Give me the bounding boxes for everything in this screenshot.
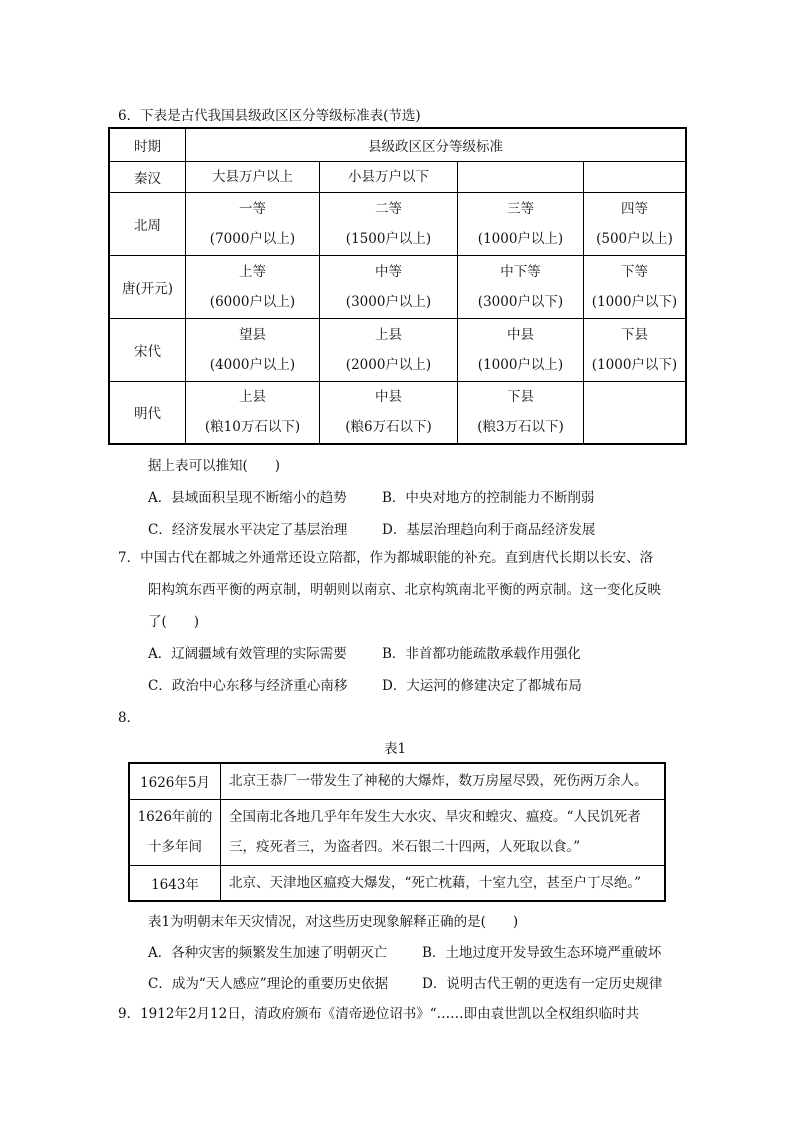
grade-cell: 上县 (粮10万石以下) xyxy=(186,381,320,444)
year-cell: 1643年 xyxy=(129,865,221,901)
q7-stem-line-1: 7．中国古代在都城之外通常还设立陪都，作为都城职能的补充。直到唐代长期以长安、洛 xyxy=(118,550,654,566)
table-row xyxy=(109,381,686,444)
grade-cell: 下县 (1000户以下) xyxy=(584,318,687,381)
table-row xyxy=(109,161,686,192)
grade-cell: 四等 (500户以上) xyxy=(584,192,687,255)
event-cell: 北京、天津地区瘟疫大爆发，“死亡枕藉，十室九空，甚至户丁尽绝。” xyxy=(221,865,666,901)
q9-stem-line-1: 9．1912年2月12日，清政府颁布《清帝逊位诏书》“……即由袁世凯以全权组织临时共 xyxy=(118,1006,640,1022)
q7-option-a: A．辽阔疆域有效管理的实际需要 xyxy=(148,646,347,662)
grade-cell: 三等 (1000户以上) xyxy=(458,192,584,255)
table-row xyxy=(109,318,686,381)
q6-option-a: A．县域面积呈现不断缩小的趋势 xyxy=(148,490,347,506)
table-row xyxy=(109,255,686,318)
grade-cell: 中县 (粮6万石以下) xyxy=(320,381,458,444)
q8-disaster-table xyxy=(128,762,666,902)
event-cell: 全国南北各地几乎年年发生大水灾、旱灾和蝗灾、瘟疫。“人民饥死者 三，疫死者三，为盗者四。米石银二十四两，人死取以食。” xyxy=(221,799,666,865)
q8-number: 8． xyxy=(118,710,141,726)
q6-option-b: B．中央对地方的控制能力不断削弱 xyxy=(382,490,595,506)
table-row xyxy=(129,763,665,799)
table-row xyxy=(129,799,665,865)
period-cell: 唐(开元) xyxy=(109,255,186,318)
period-cell: 宋代 xyxy=(109,318,186,381)
q6-prompt: 据上表可以推知( ) xyxy=(148,458,281,474)
q8-table-title: 表1 xyxy=(384,741,407,757)
q7-option-b: B．非首都功能疏散承载作用强化 xyxy=(382,646,581,662)
q7-option-c: C．政治中心东移与经济重心南移 xyxy=(148,678,348,694)
grade-cell: 小县万户以下 xyxy=(320,161,458,192)
table-row xyxy=(129,865,665,901)
grade-cell: 下等 (1000户以下) xyxy=(584,255,687,318)
q8-option-a: A．各种灾害的频繁发生加速了明朝灭亡 xyxy=(148,945,388,961)
grade-cell: 中县 (1000户以上) xyxy=(458,318,584,381)
table-row xyxy=(109,192,686,255)
q8-option-d: D．说明古代王朝的更迭有一定历史规律 xyxy=(422,976,663,992)
grade-cell: 中等 (3000户以上) xyxy=(320,255,458,318)
table-header-row xyxy=(109,128,686,161)
grade-cell: 大县万户以上 xyxy=(186,161,320,192)
q7-stem-line-3: 了( ) xyxy=(148,614,200,630)
q8-option-b: B．土地过度开发导致生态环境严重破坏 xyxy=(422,945,662,961)
year-cell: 1626年前的 十多年间 xyxy=(129,799,221,865)
year-cell: 1626年5月 xyxy=(129,763,221,799)
grade-cell: 二等 (1500户以上) xyxy=(320,192,458,255)
q7-stem-line-2: 阳构筑东西平衡的两京制，明朝则以南京、北京构筑南北平衡的两京制。这一变化反映 xyxy=(148,582,661,598)
grade-cell: 中下等 (3000户以下) xyxy=(458,255,584,318)
q6-option-d: D．基层治理趋向利于商品经济发展 xyxy=(382,522,596,538)
event-cell: 北京王恭厂一带发生了神秘的大爆炸，数万房屋尽毁，死伤两万余人。 xyxy=(221,763,666,799)
q6-county-grade-table xyxy=(108,127,687,445)
q6-stem: 6．下表是古代我国县级政区区分等级标准表(节选) xyxy=(118,108,421,124)
header-period: 时期 xyxy=(109,128,186,161)
grade-cell xyxy=(584,161,687,192)
grade-cell xyxy=(458,161,584,192)
q7-option-d: D．大运河的修建决定了都城布局 xyxy=(382,678,582,694)
grade-cell: 望县 (4000户以上) xyxy=(186,318,320,381)
period-cell: 秦汉 xyxy=(109,161,186,192)
grade-cell: 上等 (6000户以上) xyxy=(186,255,320,318)
grade-cell: 下县 (粮3万石以下) xyxy=(458,381,584,444)
header-standard: 县级政区区分等级标准 xyxy=(186,128,687,161)
grade-cell: 一等 (7000户以上) xyxy=(186,192,320,255)
period-cell: 北周 xyxy=(109,192,186,255)
grade-cell: 上县 (2000户以上) xyxy=(320,318,458,381)
q8-prompt: 表1为明朝末年天灾情况，对这些历史现象解释正确的是( ) xyxy=(148,914,519,930)
q8-option-c: C．成为“天人感应”理论的重要历史依据 xyxy=(148,976,389,992)
period-cell: 明代 xyxy=(109,381,186,444)
grade-cell xyxy=(584,381,687,444)
q6-option-c: C．经济发展水平决定了基层治理 xyxy=(148,522,348,538)
